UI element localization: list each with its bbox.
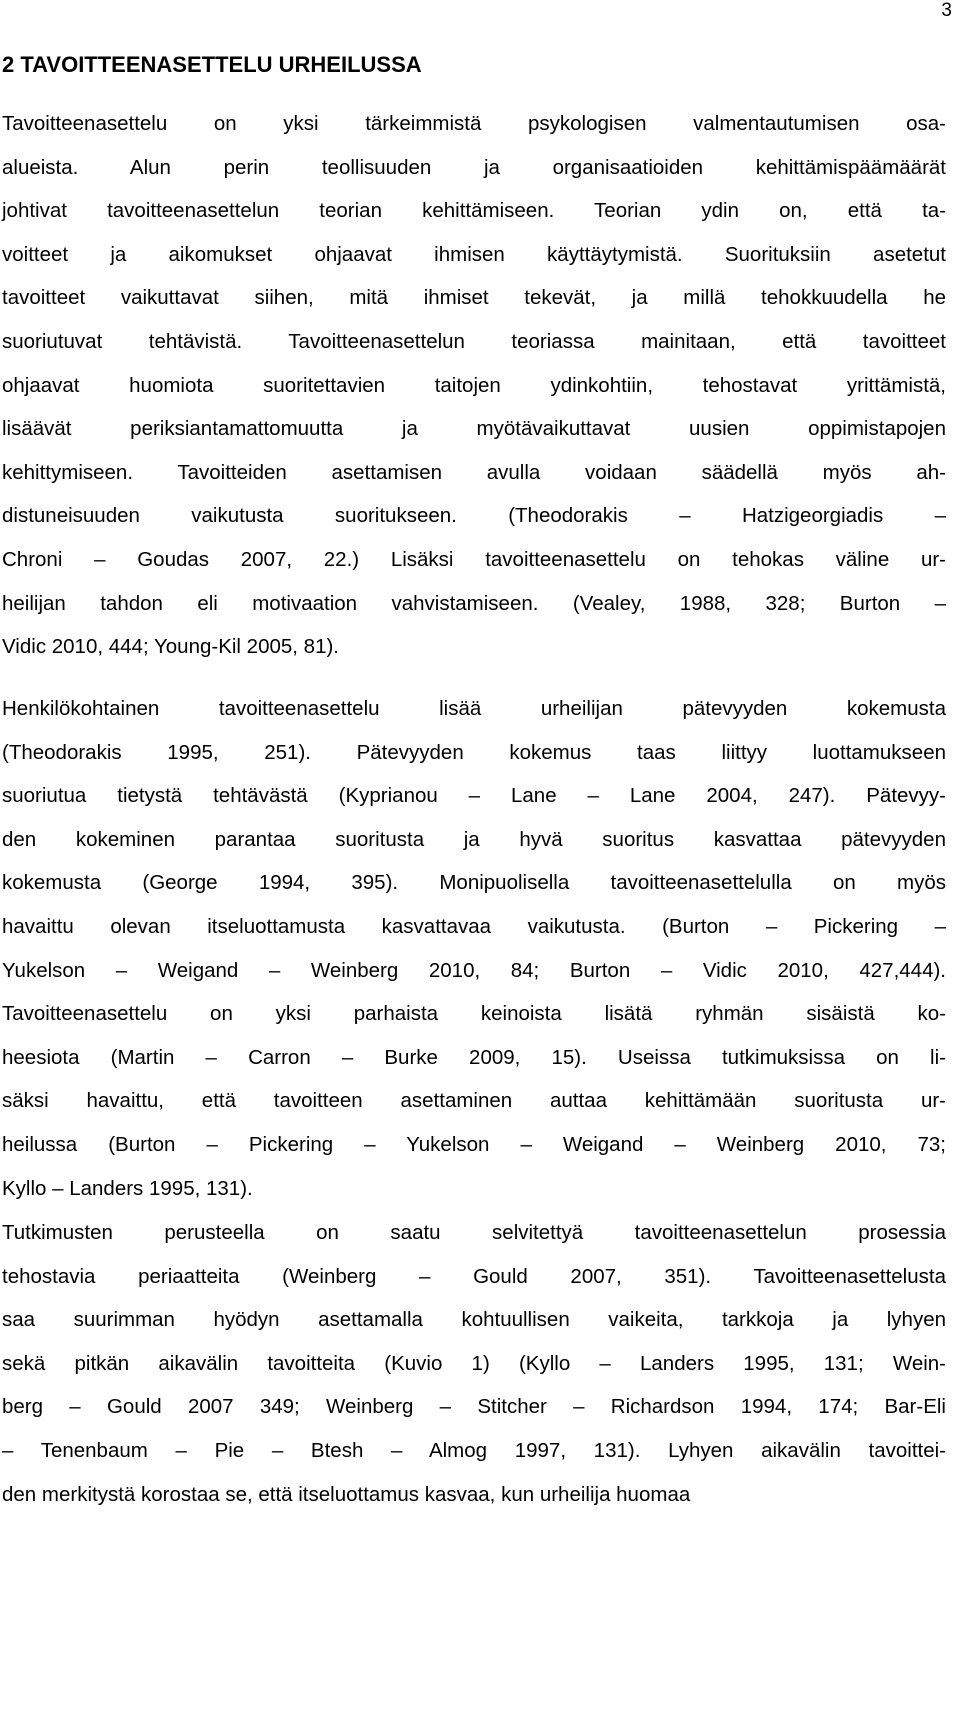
- text-line: berg – Gould 2007 349; Weinberg – Stitcher – Richardson 1994, 174; Bar-Eli: [2, 1395, 946, 1419]
- text-line: – Tenenbaum – Pie – Btesh – Almog 1997, 131). Lyhyen aikavälin tavoittei-: [2, 1439, 946, 1462]
- text-line: säksi havaittu, että tavoitteen asettaminen auttaa kehittämään suoritusta ur-: [2, 1089, 946, 1113]
- section-heading: 2 TAVOITTEENASETTELU URHEILUSSA: [2, 52, 422, 77]
- text-line: lisäävät periksiantamattomuutta ja myötävaikuttavat uusien oppimistapojen: [2, 417, 946, 441]
- text-line: suoriutua tietystä tehtävästä (Kyprianou – Lane – Lane 2004, 247). Pätevyy-: [2, 784, 946, 808]
- text-line: den merkitystä korostaa se, että itseluottamus kasvaa, kun urheilija huomaa: [2, 1482, 691, 1506]
- text-line: Tavoitteenasettelu on yksi tärkeimmistä psykologisen valmentautumisen osa-: [2, 112, 946, 135]
- text-line: heesiota (Martin – Carron – Burke 2009, 15). Useissa tutkimuksissa on li-: [2, 1045, 946, 1069]
- text-line: Vidic 2010, 444; Young-Kil 2005, 81).: [2, 635, 339, 659]
- text-line: Yukelson – Weigand – Weinberg 2010, 84; Burton – Vidic 2010, 427,444).: [2, 958, 946, 982]
- text-line: alueista. Alun perin teollisuuden ja organisaatioiden kehittämispäämäärät: [2, 155, 946, 179]
- text-line: kokemusta (George 1994, 395). Monipuolisella tavoitteenasettelulla on myös: [2, 871, 946, 895]
- text-line: tavoitteet vaikuttavat siihen, mitä ihmiset tekevät, ja millä tehokkuudella he: [2, 286, 946, 310]
- text-line: Tavoitteenasettelu on yksi parhaista keinoista lisätä ryhmän sisäistä ko-: [2, 1002, 946, 1026]
- text-line: Chroni – Goudas 2007, 22.) Lisäksi tavoitteenasettelu on tehokas väline ur-: [2, 548, 946, 571]
- text-line: suoriutuvat tehtävistä. Tavoitteenasettelun teoriassa mainitaan, että tavoitteet: [2, 330, 946, 353]
- text-line: johtivat tavoitteenasettelun teorian kehittämiseen. Teorian ydin on, että ta-: [2, 199, 946, 223]
- text-line: heilijan tahdon eli motivaation vahvistamiseen. (Vealey, 1988, 328; Burton –: [2, 591, 946, 615]
- text-line: Kyllo – Landers 1995, 131).: [2, 1176, 253, 1200]
- text-line: (Theodorakis 1995, 251). Pätevyyden kokemus taas liittyy luottamukseen: [2, 740, 946, 764]
- text-line: den kokeminen parantaa suoritusta ja hyvä suoritus kasvattaa pätevyyden: [2, 827, 946, 851]
- text-line: sekä pitkän aikavälin tavoitteita (Kuvio 1) (Kyllo – Landers 1995, 131; Wein-: [2, 1351, 946, 1375]
- text-line: ohjaavat huomiota suoritettavien taitojen ydinkohtiin, tehostavat yrittämistä,: [2, 373, 946, 397]
- text-line: tehostavia periaatteita (Weinberg – Gould 2007, 351). Tavoitteenasettelusta: [2, 1264, 946, 1288]
- text-line: saa suurimman hyödyn asettamalla kohtuullisen vaikeita, tarkkoja ja lyhyen: [2, 1308, 946, 1332]
- text-line: distuneisuuden vaikutusta suoritukseen. (Theodorakis – Hatzigeorgiadis –: [2, 504, 946, 528]
- text-line: havaittu olevan itseluottamusta kasvattavaa vaikutusta. (Burton – Pickering –: [2, 915, 946, 938]
- text-line: voitteet ja aikomukset ohjaavat ihmisen käyttäytymistä. Suorituksiin asetetut: [2, 242, 946, 266]
- page-number: 3: [941, 0, 952, 21]
- text-line: Tutkimusten perusteella on saatu selvitettyä tavoitteenasettelun prosessia: [2, 1221, 946, 1244]
- text-line: heilussa (Burton – Pickering – Yukelson – Weigand – Weinberg 2010, 73;: [2, 1133, 946, 1156]
- text-line: kehittymiseen. Tavoitteiden asettamisen avulla voidaan säädellä myös ah-: [2, 460, 946, 484]
- text-line: Henkilökohtainen tavoitteenasettelu lisää urheilijan pätevyyden kokemusta: [2, 697, 946, 720]
